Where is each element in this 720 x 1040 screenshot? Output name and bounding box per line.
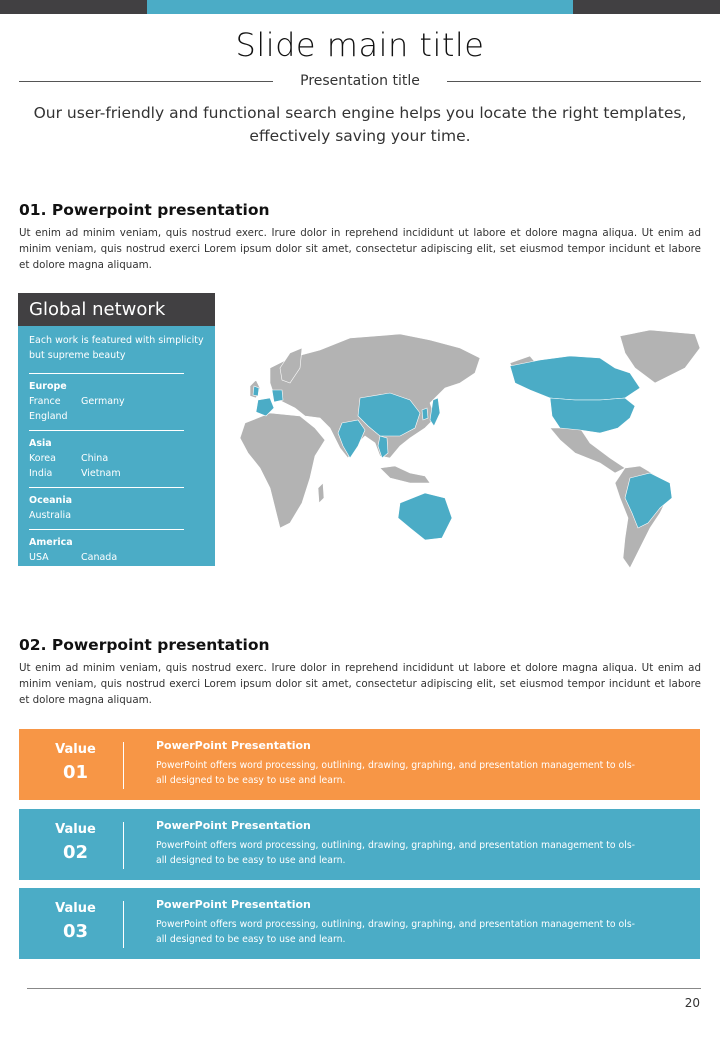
- value-title: PowerPoint Presentation: [156, 819, 311, 832]
- value-divider: [123, 742, 124, 789]
- map-greenland: [620, 330, 700, 383]
- region-item: China: [81, 453, 109, 464]
- value-number: 01: [62, 762, 89, 783]
- value-title: PowerPoint Presentation: [156, 739, 311, 752]
- value-divider: [123, 901, 124, 948]
- map-korea: [422, 408, 428, 420]
- map-australia: [398, 493, 452, 540]
- value-label: Value: [55, 901, 96, 916]
- region-item: USA: [29, 552, 49, 563]
- top-bar-right: [573, 0, 720, 14]
- region-item: England: [29, 411, 68, 422]
- value-box-01: [19, 729, 700, 800]
- section1-heading: 01. Powerpoint presentation: [19, 201, 270, 219]
- section2-heading: 02. Powerpoint presentation: [19, 636, 270, 654]
- presentation-title: Presentation title: [300, 73, 420, 89]
- map-africa: [240, 413, 325, 528]
- value-box-02: [19, 809, 700, 880]
- map-usa: [550, 398, 635, 433]
- value-box-03: [19, 888, 700, 959]
- value-number: 02: [62, 842, 89, 863]
- value-number: 03: [62, 921, 89, 942]
- region-item: Australia: [29, 510, 72, 521]
- region-asia: [29, 430, 184, 487]
- map-england: [253, 386, 259, 396]
- footer-rule: [27, 988, 701, 989]
- region-item: Germany: [81, 396, 125, 407]
- lead-text: Our user-friendly and functional search engine helps you locate the right templates, effectively saving your time.: [33, 104, 687, 145]
- map-canada: [510, 356, 640, 400]
- region-oceania: [29, 487, 184, 529]
- subtitle-rule-right: [447, 81, 701, 82]
- value-divider: [123, 822, 124, 869]
- value-text: PowerPoint offers word processing, outlining, drawing, graphing, and presentation management to ols- all designed to be easy to use and learn.: [156, 919, 636, 945]
- slide-main-title: Slide main title: [235, 26, 485, 64]
- region-item: Vietnam: [81, 468, 121, 479]
- top-bar-accent: [147, 0, 573, 14]
- world-map: [230, 328, 710, 573]
- global-network-description: Each work is featured with simplicity but supreme beauty: [29, 335, 204, 361]
- global-network-panel: [18, 293, 215, 578]
- section2-body: Ut enim ad minim veniam, quis nostrud exerc. Irure dolor in reprehend incididunt ut labore et dolore magna aliqua. Ut enim ad minim veniam, quis nostrud exerci Lorem ipsum dolor sit amet, consectetur adipiscing elit, set eiusmod tempor incidunt et labore et dolore magna aliquam.: [19, 662, 701, 706]
- region-name: Oceania: [29, 495, 72, 506]
- region-item: Korea: [29, 453, 56, 464]
- region-name: Europe: [29, 381, 67, 392]
- region-item: Brazil: [29, 567, 56, 578]
- map-germany: [272, 390, 283, 402]
- section1-body: Ut enim ad minim veniam, quis nostrud exerc. Irure dolor in reprehend incididunt ut labore et dolore magna aliqua. Ut enim ad minim veniam, quis nostrud exerci Lorem ipsum dolor sit amet, consectetur adipiscing elit, set eiusmod tempor incidunt et labore et dolore magna aliquam.: [19, 227, 701, 271]
- map-indonesia: [380, 466, 430, 483]
- top-bar-left: [0, 0, 147, 14]
- value-text: PowerPoint offers word processing, outlining, drawing, graphing, and presentation management to ols- all designed to be easy to use and learn.: [156, 840, 636, 866]
- map-india: [338, 420, 365, 458]
- region-america: [29, 529, 184, 586]
- region-name: Asia: [29, 438, 52, 449]
- region-name: America: [29, 537, 73, 548]
- region-europe: [29, 373, 184, 430]
- map-japan: [430, 398, 440, 426]
- global-network-title: Global network: [18, 293, 215, 326]
- value-label: Value: [55, 822, 96, 837]
- value-text: PowerPoint offers word processing, outlining, drawing, graphing, and presentation management to ols- all designed to be easy to use and learn.: [156, 760, 636, 786]
- region-item: India: [29, 468, 53, 479]
- value-title: PowerPoint Presentation: [156, 898, 311, 911]
- value-label: Value: [55, 742, 96, 757]
- region-item: Canada: [81, 552, 118, 563]
- region-item: France: [29, 396, 61, 407]
- map-mexico: [550, 428, 625, 473]
- page-number: 20: [684, 996, 700, 1010]
- map-madagascar: [318, 483, 324, 503]
